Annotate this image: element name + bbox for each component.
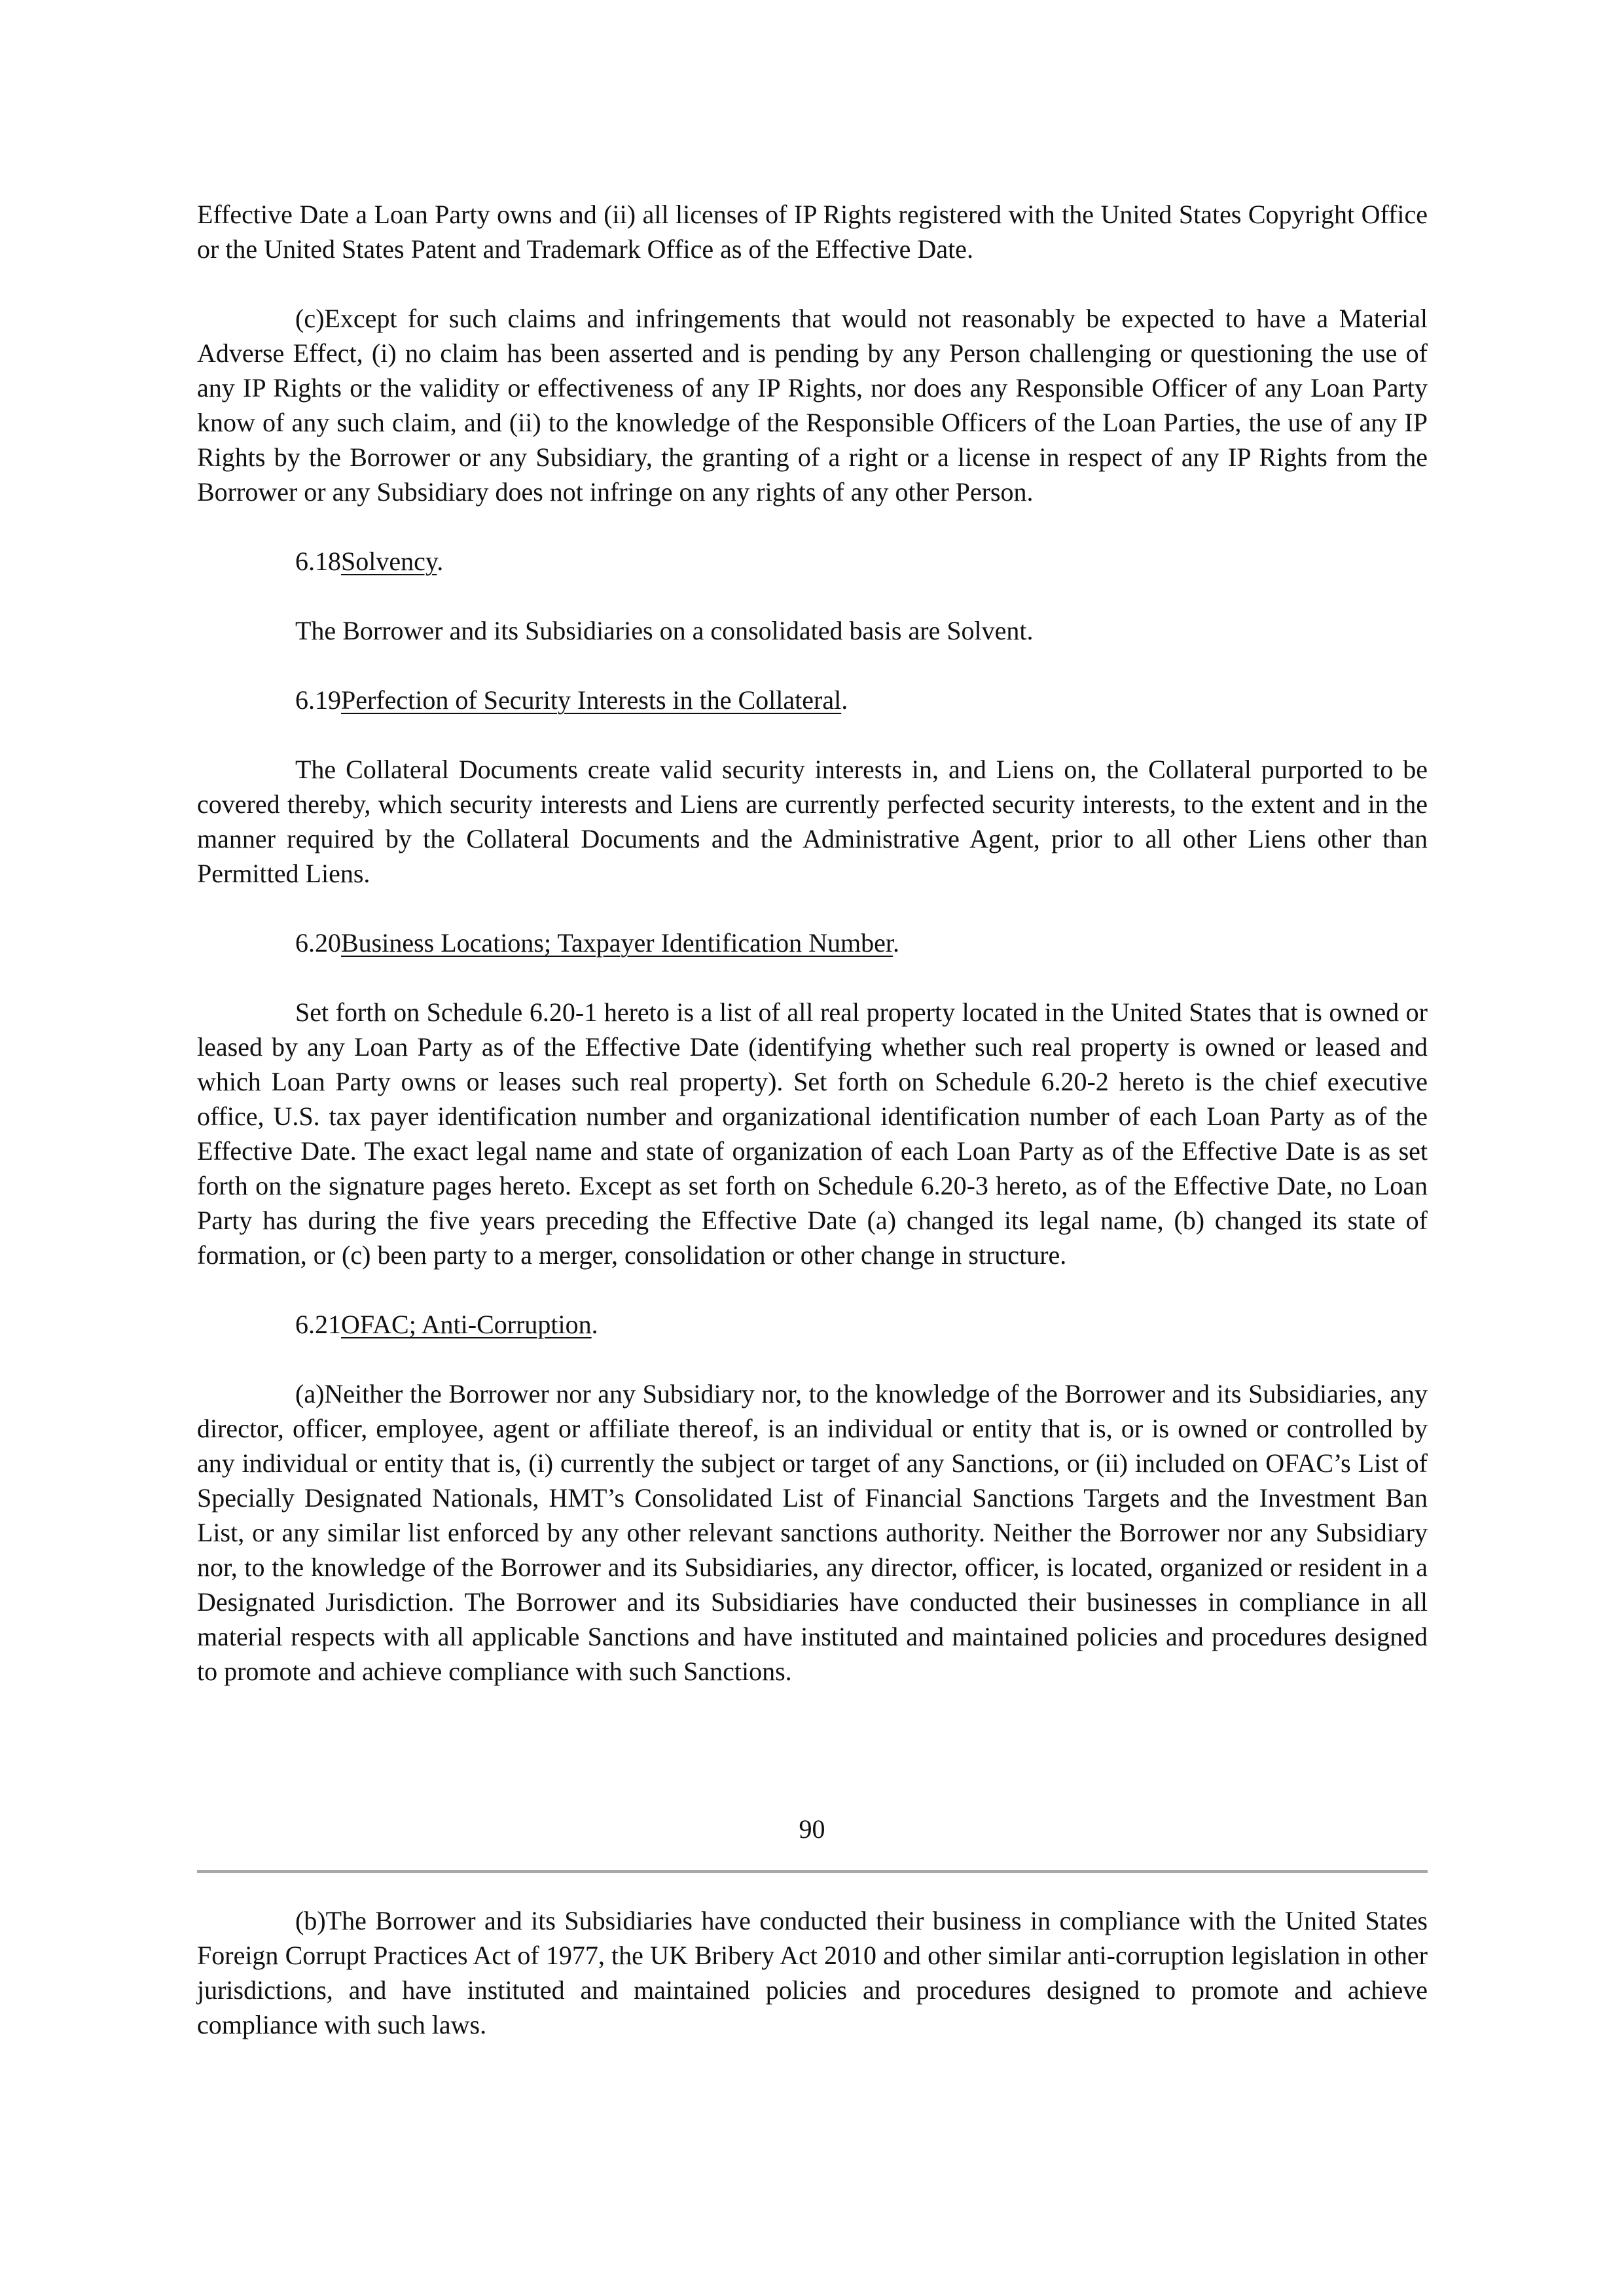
page-divider [197,1870,1428,1873]
paragraph-6-17-c: (c)Except for such claims and infringements that would not reasonably be expected to have a Material Adverse Effect, (i) no claim has been asserted and is pending by any Person challenging or questioning the use of any IP Rights or the validity or effectiveness of any IP Rights, nor does any Responsible Officer of any Loan Party know of any such claim, and (ii) to the knowledge of the Responsible Officers of the Loan Parties, the use of any IP Rights by the Borrower or any Subsidiary, the granting of a right or a license in respect of any IP Rights from the Borrower or any Subsidiary does not infringe on any rights of any other Person. [197,304,1428,507]
section-number: 6.18 [295,547,341,576]
section-heading-6-18 [197,544,1428,579]
section-punct: . [437,547,444,576]
paragraph-6-18-body: The Borrower and its Subsidiaries on a consolidated basis are Solvent. [295,616,1034,645]
paragraph-6-19-body: The Collateral Documents create valid security interests in, and Liens on, the Collateral purported to be covered thereby, which security interests and Liens are currently perfected security interests, to the extent and in the manner required by the Collateral Documents and the Administrative Agent, prior to all other Liens other than Permitted Liens. [197,755,1428,888]
section-heading-6-21 [197,1307,1428,1342]
section-punct: . [841,685,848,715]
section-number: 6.20 [295,928,341,958]
paragraph-6-20-body: Set forth on Schedule 6.20-1 hereto is a list of all real property located in the United States that is owned or leased by any Loan Party as of the Effective Date (identifying whether such real property is owned or leased and which Loan Party owns or leases such real property). Set forth on Schedule 6.20-2 hereto is the chief executive office, U.S. tax payer identification number and organizational identification number of each Loan Party as of the Effective Date. The exact legal name and state of organization of each Loan Party as of the Effective Date is as set forth on the signature pages hereto. Except as set forth on Schedule 6.20-3 hereto, as of the Effective Date, no Loan Party has during the five years preceding the Effective Date (a) changed its legal name, (b) changed its state of formation, or (c) been party to a merger, consolidation or other change in structure. [197,997,1428,1270]
section-title: Perfection of Security Interests in the Collateral [341,685,842,715]
paragraph-6-21-b: (b)The Borrower and its Subsidiaries have conducted their business in compliance with the United States Foreign Corrupt Practices Act of 1977, the UK Bribery Act 2010 and other similar anti-corruption legislation in other jurisdictions, and have instituted and maintained policies and procedures designed to promote and achieve compliance with such laws. [197,1906,1428,2039]
section-number: 6.21 [295,1310,341,1339]
section-number: 6.19 [295,685,341,715]
page-number: 90 [799,1814,825,1844]
section-punct: . [591,1310,598,1339]
section-punct: . [892,928,899,958]
section-heading-6-20 [197,925,1428,960]
section-heading-6-19 [197,683,1428,717]
section-title: Business Locations; Taxpayer Identification Number [341,928,893,958]
section-title: OFAC; Anti-Corruption [341,1310,592,1339]
page-91-body [197,1903,1428,2042]
section-title: Solvency [341,547,437,576]
paragraph-continuation: Effective Date a Loan Party owns and (ii) all licenses of IP Rights registered with the United States Copyright Office or the United States Patent and Trademark Office as of the Effective Date. [197,200,1428,264]
page-90-body [197,197,1428,1689]
paragraph-6-21-a: (a)Neither the Borrower nor any Subsidiary nor, to the knowledge of the Borrower and its Subsidiaries, any director, officer, employee, agent or affiliate thereof, is an individual or entity that is, or is owned or controlled by any individual or entity that is, (i) currently the subject or target of any Sanctions, or (ii) included on OFAC’s List of Specially Designated Nationals, HMT’s Consolidated List of Financial Sanctions Targets and the Investment Ban List, or any similar list enforced by any other relevant sanctions authority. Neither the Borrower nor any Subsidiary nor, to the knowledge of the Borrower and its Subsidiaries, any director, officer, is located, organized or resident in a Designated Jurisdiction. The Borrower and its Subsidiaries have conducted their businesses in compliance in all material respects with all applicable Sanctions and have instituted and maintained policies and procedures designed to promote and achieve compliance with such Sanctions. [197,1379,1428,1686]
